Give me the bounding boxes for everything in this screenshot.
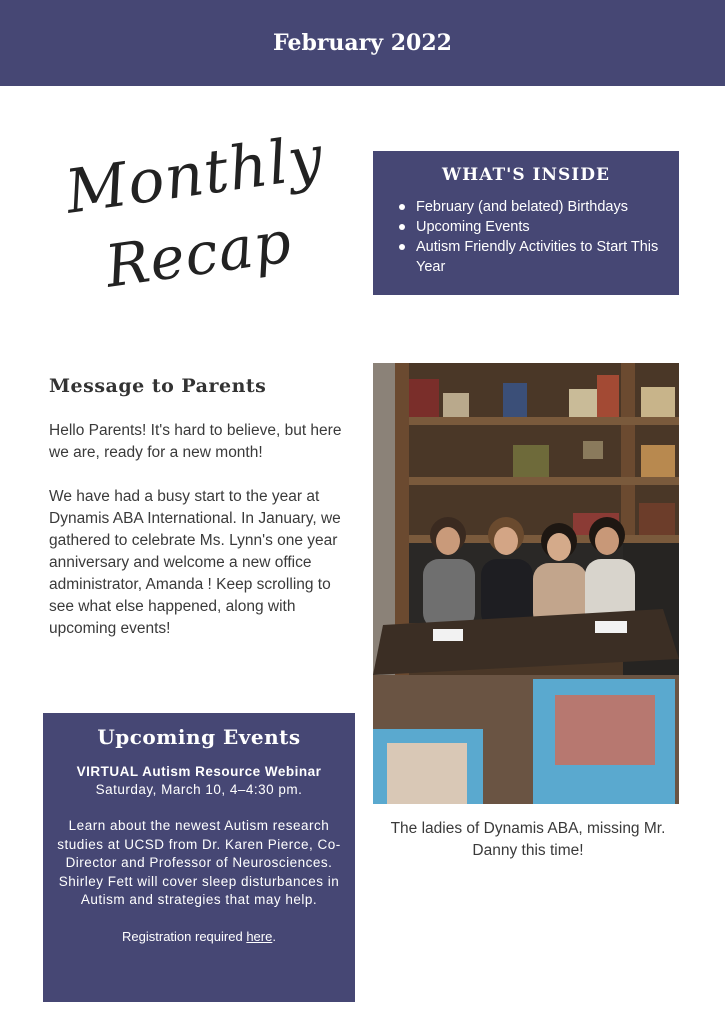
registration-link[interactable]: here [246, 928, 273, 944]
list-item: February (and belated) Birthdays [393, 197, 659, 217]
photo-caption: The ladies of Dynamis ABA, missing Mr. Danny this time! [390, 820, 666, 859]
event-description: Learn about the newest Autism research studies at UCSD from Dr. Karen Pierce, Co-Director and Professor of Neurosciences. Shirley Fett will cover sleep disturbances in Autism and strategies that may help. [57, 818, 341, 907]
event-date: Saturday, March 10, 4–4:30 pm. [95, 782, 303, 797]
upcoming-events-box [43, 713, 355, 1002]
whats-inside-list [393, 197, 659, 277]
event-name: VIRTUAL Autism Resource Webinar [76, 764, 322, 779]
newsletter-date-title: February 2022 [273, 30, 452, 56]
recap-title-line2: Recap [101, 207, 297, 301]
upcoming-events-title: Upcoming Events [97, 725, 301, 749]
registration-note [43, 928, 355, 946]
header-banner [0, 0, 725, 86]
registration-prefix: Registration required [122, 928, 247, 944]
whats-inside-box [373, 151, 679, 295]
group-photo-image [373, 363, 679, 804]
recap-title-line1: Monthly [61, 122, 328, 228]
message-paragraph: Hello Parents! It's hard to believe, but here we are, ready for a new month! [49, 422, 342, 461]
message-body [49, 420, 359, 662]
group-photo [373, 363, 679, 804]
monthly-recap-title [55, 122, 328, 315]
list-item: Upcoming Events [393, 217, 659, 237]
whats-inside-title: WHAT'S INSIDE [442, 165, 610, 185]
message-paragraph: We have had a busy start to the year at Dynamis ABA International. In January, we gathered to celebrate Ms. Lynn's one year anniversary and welcome a new office administrator, Amanda ! Keep scrolling to see what else happened, along with upcoming events! [49, 488, 341, 637]
list-item: Autism Friendly Activities to Start This Year [393, 237, 659, 277]
message-heading: Message to Parents [49, 375, 267, 397]
registration-suffix: . [272, 928, 276, 944]
